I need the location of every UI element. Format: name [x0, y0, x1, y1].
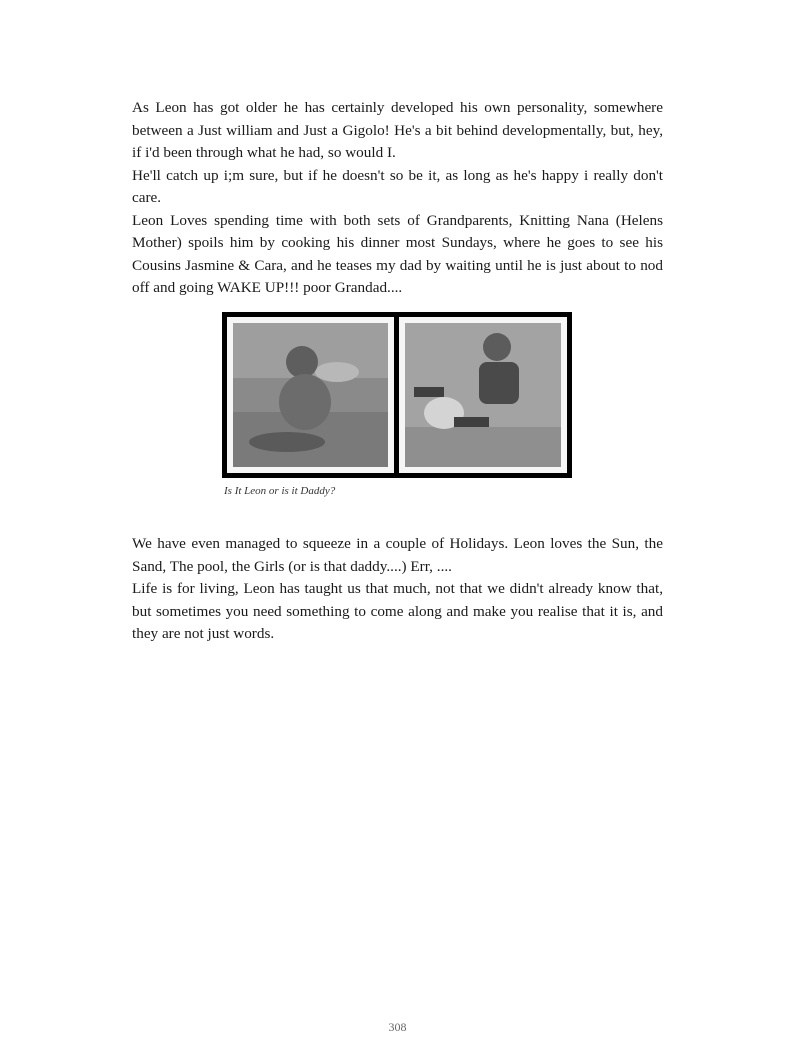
photo-caption: Is It Leon or is it Daddy? — [224, 485, 336, 497]
paragraph: As Leon has got older he has certainly developed his own personality, somewhere between a Just william and Just a Gigolo! He's a bit behind developmentally, but, hey, if i'd been through what he had, so would I. — [132, 99, 663, 161]
page-number: 308 — [388, 1020, 407, 1034]
text-block-bottom — [132, 533, 663, 646]
paragraph: Life is for living, Leon has taught us that much, not that we didn't already know that, but sometimes you need something to come along and make you realise that it is, and they are not just words. — [132, 580, 663, 642]
paragraph: We have even managed to squeeze in a couple of Holidays. Leon loves the Sun, the Sand, The pool, the Girls (or is that daddy....) Err, .... — [132, 535, 663, 575]
photo-child-on-beach-bw — [227, 317, 394, 473]
photo-child-with-sandcastle-bw — [399, 317, 567, 473]
paragraph: Leon Loves spending time with both sets of Grandparents, Knitting Nana (Helens Mother) spoils him by cooking his dinner most Sundays, where he goes to see his Cousins Jasmine & Cara, and he teases my dad by waiting until he is just about to nod off and going WAKE UP!!! poor Grandad.... — [132, 211, 663, 296]
photo-collage — [222, 312, 572, 478]
paragraph: He'll catch up i;m sure, but if he doesn't so be it, as long as he's happy i really don't care. — [132, 166, 663, 206]
text-block-top — [132, 97, 663, 300]
